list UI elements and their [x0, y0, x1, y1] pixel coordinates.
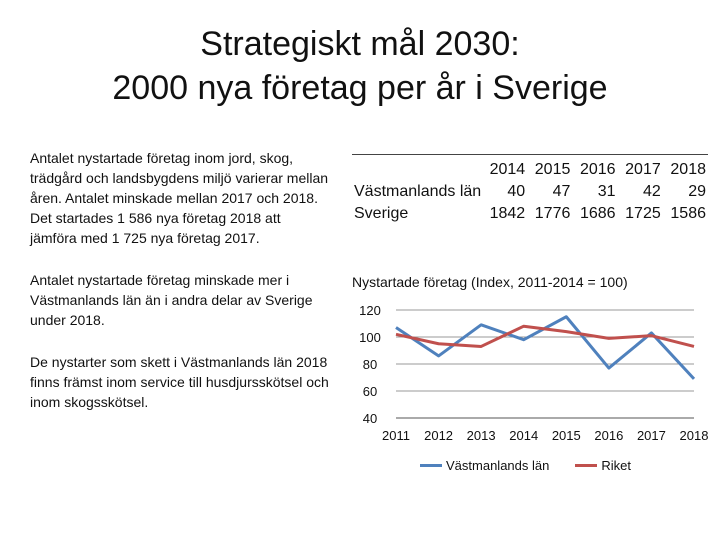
year-header: 2014	[489, 161, 526, 178]
table-cell: 1725	[625, 205, 661, 222]
table-cell: 40	[507, 183, 526, 200]
table-row	[352, 181, 708, 203]
paragraph-3: De nystarter som skett i Västmanlands län 2018 finns främst inom service till husdjursskötsel och inom skogsskötsel.	[30, 354, 329, 410]
year-header: 2015	[534, 161, 571, 178]
legend-item	[575, 458, 631, 473]
row-label: Sverige	[354, 205, 409, 222]
table-cell: 1686	[579, 205, 616, 222]
table-cell: 47	[552, 183, 571, 200]
chart-title: Nystartade företag (Index, 2011-2014 = 100)	[352, 274, 628, 290]
slide-title	[0, 22, 720, 110]
legend-item	[420, 458, 549, 473]
x-tick-label: 2016	[594, 428, 624, 443]
row-label: Västmanlands län	[354, 183, 482, 200]
y-tick-label: 120	[359, 303, 381, 318]
table-cell: 1776	[534, 205, 571, 222]
y-tick-label: 60	[362, 384, 378, 399]
x-tick-label: 2011	[382, 428, 410, 443]
stats-table	[352, 154, 708, 225]
legend-swatch	[420, 464, 442, 467]
year-header: 2017	[625, 161, 661, 178]
x-tick-label: 2015	[551, 428, 581, 443]
x-tick-label: 2012	[424, 428, 454, 443]
line-chart	[344, 292, 709, 454]
table-cell: 1842	[489, 205, 526, 222]
table-cell: 1586	[670, 205, 706, 222]
x-tick-label: 2018	[679, 428, 709, 443]
body-text	[30, 148, 330, 434]
table-cell: 42	[642, 183, 661, 200]
series-line-2	[396, 326, 694, 346]
x-tick-label: 2013	[466, 428, 496, 443]
year-header: 2018	[670, 161, 706, 178]
table-header-row	[352, 155, 708, 181]
y-tick-label: 100	[359, 330, 381, 345]
legend-swatch	[575, 464, 597, 467]
x-tick-label: 2014	[509, 428, 539, 443]
title-line-2: 2000 nya företag per år i Sverige	[112, 69, 608, 107]
chart-legend	[420, 458, 631, 473]
year-header: 2016	[579, 161, 616, 178]
table-cell: 29	[688, 183, 706, 200]
legend-label: Västmanlands län	[446, 458, 550, 473]
y-tick-label: 40	[362, 411, 378, 426]
x-tick-label: 2017	[636, 428, 666, 443]
series-line-1	[396, 317, 694, 379]
paragraph-2: Antalet nystartade företag minskade mer i Västmanlands län än i andra delar av Sverige under 2018.	[30, 272, 313, 328]
title-line-1: Strategiskt mål 2030:	[200, 25, 520, 63]
table-cell: 31	[597, 183, 616, 200]
paragraph-1: Antalet nystartade företag inom jord, skog, trädgård och landsbygdens miljö varierar mellan åren. Antalet minskade mellan 2017 och 2018. Det startades 1 586 nya företag 2018 att jämföra med 1 725 nya företag 2017.	[30, 150, 329, 246]
table-row	[352, 203, 708, 225]
legend-label: Riket	[601, 458, 631, 473]
y-tick-label: 80	[362, 357, 378, 372]
